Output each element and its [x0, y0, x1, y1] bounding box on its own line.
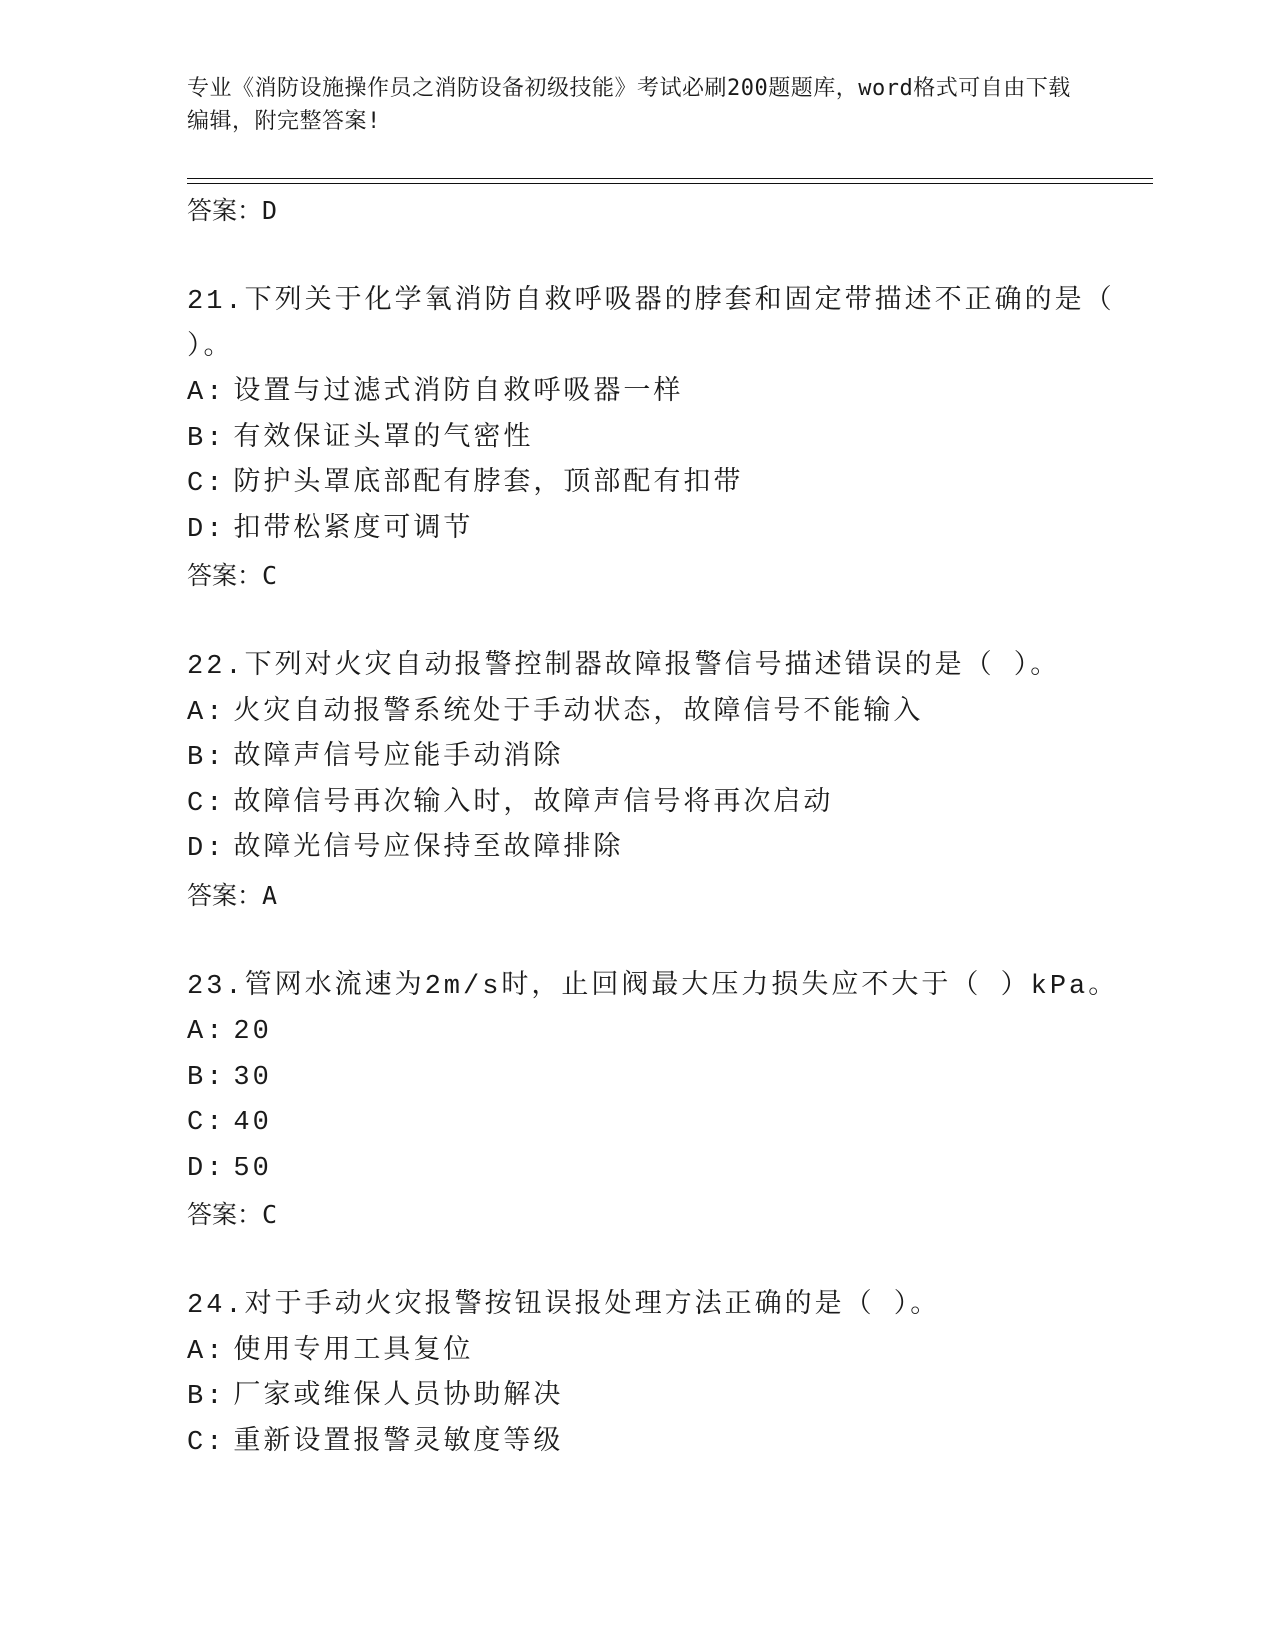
option-text: 扣带松紧度可调节	[233, 514, 474, 545]
answer-line: 答案：C	[187, 1200, 278, 1229]
question-stem: 22.下列对火灾自动报警控制器故障报警信号描述错误的是（ ）。	[187, 652, 1061, 682]
option-letter: A:	[187, 1336, 226, 1367]
question-24	[187, 1284, 1127, 1466]
option-text: 厂家或维保人员协助解决	[233, 1382, 564, 1412]
option-text: 30	[233, 1062, 272, 1093]
option-text: 重新设置报警灵敏度等级	[233, 1427, 564, 1458]
option-letter: C:	[187, 1108, 226, 1138]
option-letter: A:	[187, 378, 226, 408]
option-a	[187, 371, 1127, 417]
option-text: 防护头罩底部配有脖套，顶部配有扣带	[233, 469, 744, 499]
question-stem: 23.管网水流速为2m/s时，止回阀最大压力损失应不大于（ ）kPa。	[187, 971, 1119, 1002]
option-text: 使用专用工具复位	[233, 1336, 474, 1367]
header-divider-bottom	[187, 183, 1153, 184]
option-letter: D:	[187, 514, 226, 545]
option-c	[187, 782, 1127, 828]
option-letter: D:	[187, 834, 226, 864]
question-stem: 21.下列关于化学氧消防自救呼吸器的脖套和固定带描述不正确的是（ ）。	[187, 287, 1115, 363]
option-text: 40	[233, 1108, 272, 1138]
option-text: 有效保证头罩的气密性	[233, 423, 534, 454]
option-letter: A:	[187, 697, 226, 728]
question-list	[187, 188, 1127, 1466]
option-b	[187, 1056, 1127, 1102]
option-c	[187, 1101, 1127, 1147]
option-c	[187, 1421, 1127, 1467]
question-21	[187, 280, 1127, 599]
document-header	[187, 72, 1087, 138]
option-letter: C:	[187, 469, 226, 499]
option-text: 故障光信号应保持至故障排除	[233, 834, 624, 864]
option-b	[187, 417, 1127, 463]
header-divider-top	[187, 178, 1153, 179]
option-text: 设置与过滤式消防自救呼吸器一样	[233, 378, 684, 408]
option-b	[187, 1375, 1127, 1421]
option-b	[187, 736, 1127, 782]
question-stem: 24.对于手动火灾报警按钮误报处理方法正确的是（ ）。	[187, 1291, 941, 1321]
option-text: 火灾自动报警系统处于手动状态，故障信号不能输入	[233, 697, 924, 728]
option-d	[187, 1147, 1127, 1193]
answer-line: 答案：D	[187, 196, 278, 225]
answer-line: 答案：A	[187, 880, 278, 910]
option-letter: D:	[187, 1153, 226, 1184]
answer-line: 答案：C	[187, 561, 278, 590]
option-d	[187, 508, 1127, 554]
option-letter: C:	[187, 1427, 226, 1458]
question-22	[187, 645, 1127, 919]
document-title: 专业《消防设施操作员之消防设备初级技能》考试必刷200题题库，word格式可自由下载编辑，附完整答案!	[187, 76, 1071, 134]
option-text: 故障声信号应能手动消除	[233, 743, 564, 773]
option-a	[187, 691, 1127, 737]
option-c	[187, 462, 1127, 508]
option-text: 故障信号再次输入时，故障声信号将再次启动	[233, 788, 834, 819]
question-23	[187, 965, 1127, 1239]
option-text: 20	[233, 1017, 272, 1047]
option-d	[187, 827, 1127, 873]
option-a	[187, 1330, 1127, 1376]
option-letter: B:	[187, 1382, 226, 1412]
option-letter: B:	[187, 743, 226, 773]
option-letter: C:	[187, 788, 226, 819]
option-a	[187, 1010, 1127, 1056]
option-letter: B:	[187, 423, 226, 454]
option-text: 50	[233, 1153, 272, 1184]
option-letter: B:	[187, 1062, 226, 1093]
option-letter: A:	[187, 1017, 226, 1047]
